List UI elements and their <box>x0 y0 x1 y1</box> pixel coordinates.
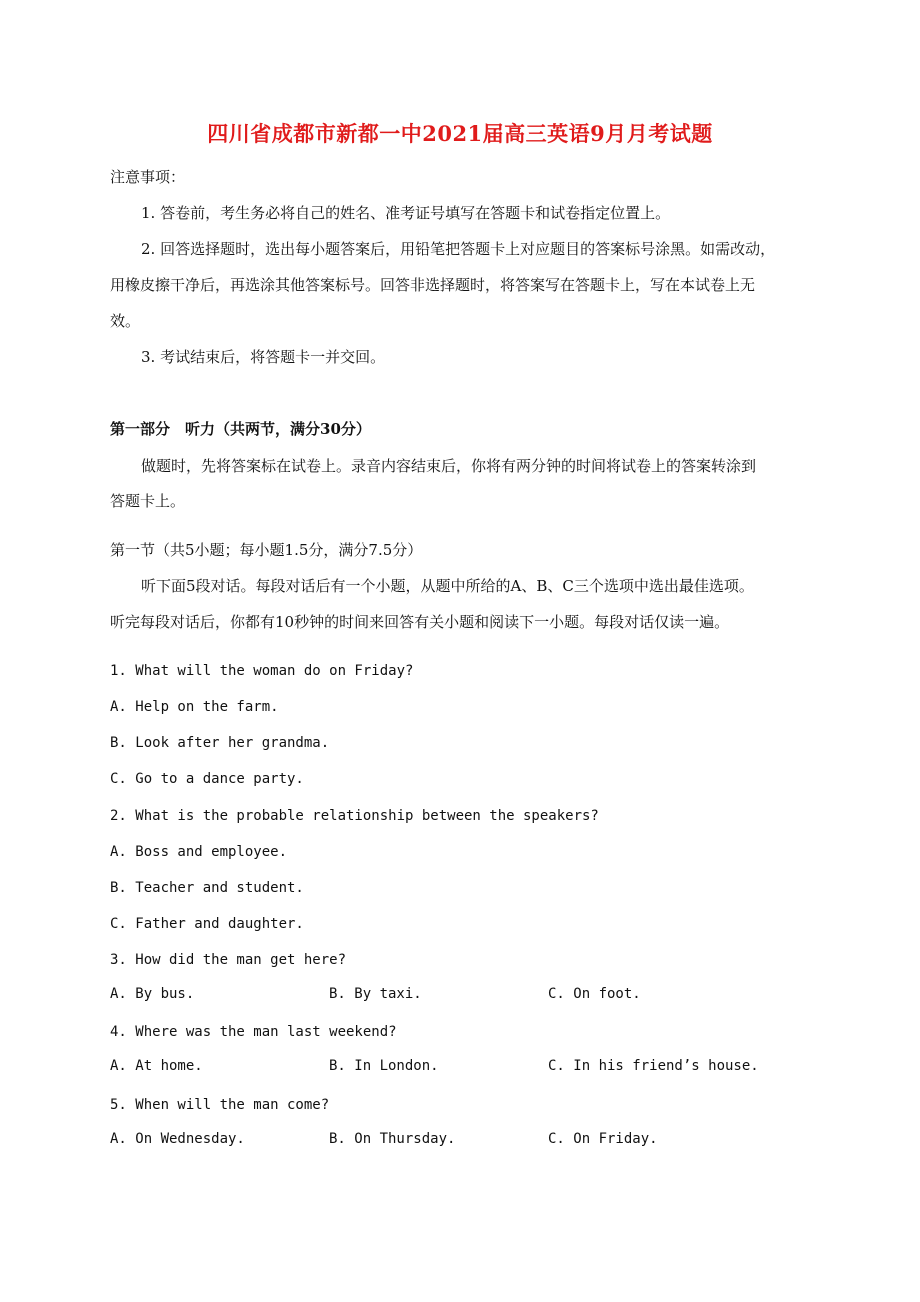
section1-instruction-line-1: 听下面5段对话。每段对话后有一个小题，从题中所给的A、B、C三个选项中选出最佳选项。 <box>141 577 754 595</box>
question-4: 4. Where was the man last weekend? <box>110 1024 397 1040</box>
question-4-option-b: B. In London. <box>329 1058 439 1074</box>
part1-heading: 第一部分 听力（共两节，满分30分） <box>110 420 371 438</box>
question-1-option-c: C. Go to a dance party. <box>110 771 304 787</box>
question-3: 3. How did the man get here? <box>110 952 347 968</box>
question-1-option-b: B. Look after her grandma. <box>110 735 330 751</box>
question-4-option-c: C. In his friend’s house. <box>548 1058 759 1074</box>
section1-instruction-line-2: 听完每段对话后，你都有10秒钟的时间来回答有关小题和阅读下一小题。每段对话仅读一遍。 <box>110 613 730 631</box>
exam-title: 四川省成都市新都一中2021届高三英语9月月考试题 <box>207 121 713 146</box>
question-1-option-a: A. Help on the farm. <box>110 699 279 715</box>
question-2-option-c: C. Father and daughter. <box>110 916 304 932</box>
notice-item-2-line-1: 2. 回答选择题时，选出每小题答案后，用铅笔把答题卡上对应题目的答案标号涂黑。如需改动， <box>141 240 776 258</box>
question-3-option-b: B. By taxi. <box>329 986 422 1002</box>
question-3-option-c: C. On foot. <box>548 986 641 1002</box>
notice-item-2-line-2: 用橡皮擦干净后，再选涂其他答案标号。回答非选择题时，将答案写在答题卡上，写在本试卷上无 <box>110 276 756 294</box>
part1-intro-line-1: 做题时，先将答案标在试卷上。录音内容结束后，你将有两分钟的时间将试卷上的答案转涂到 <box>141 457 757 475</box>
notice-item-3: 3. 考试结束后，将答题卡一并交回。 <box>141 348 386 366</box>
notice-item-1: 1. 答卷前，考生务必将自己的姓名、准考证号填写在答题卡和试卷指定位置上。 <box>141 204 671 222</box>
question-5-option-a: A. On Wednesday. <box>110 1131 245 1147</box>
question-5-option-c: C. On Friday. <box>548 1131 658 1147</box>
question-1: 1. What will the woman do on Friday? <box>110 663 414 679</box>
notice-item-2-line-3: 效。 <box>110 312 141 330</box>
question-3-option-a: A. By bus. <box>110 986 195 1002</box>
question-5-option-b: B. On Thursday. <box>329 1131 456 1147</box>
section1-heading: 第一节（共5小题；每小题1.5分，满分7.5分） <box>110 541 423 559</box>
part1-intro-line-2: 答题卡上。 <box>110 492 186 510</box>
question-2-option-b: B. Teacher and student. <box>110 880 304 896</box>
notice-heading: 注意事项： <box>110 168 186 186</box>
question-2-option-a: A. Boss and employee. <box>110 844 288 860</box>
question-5: 5. When will the man come? <box>110 1097 330 1113</box>
question-2: 2. What is the probable relationship between the speakers? <box>110 808 599 824</box>
question-4-option-a: A. At home. <box>110 1058 203 1074</box>
